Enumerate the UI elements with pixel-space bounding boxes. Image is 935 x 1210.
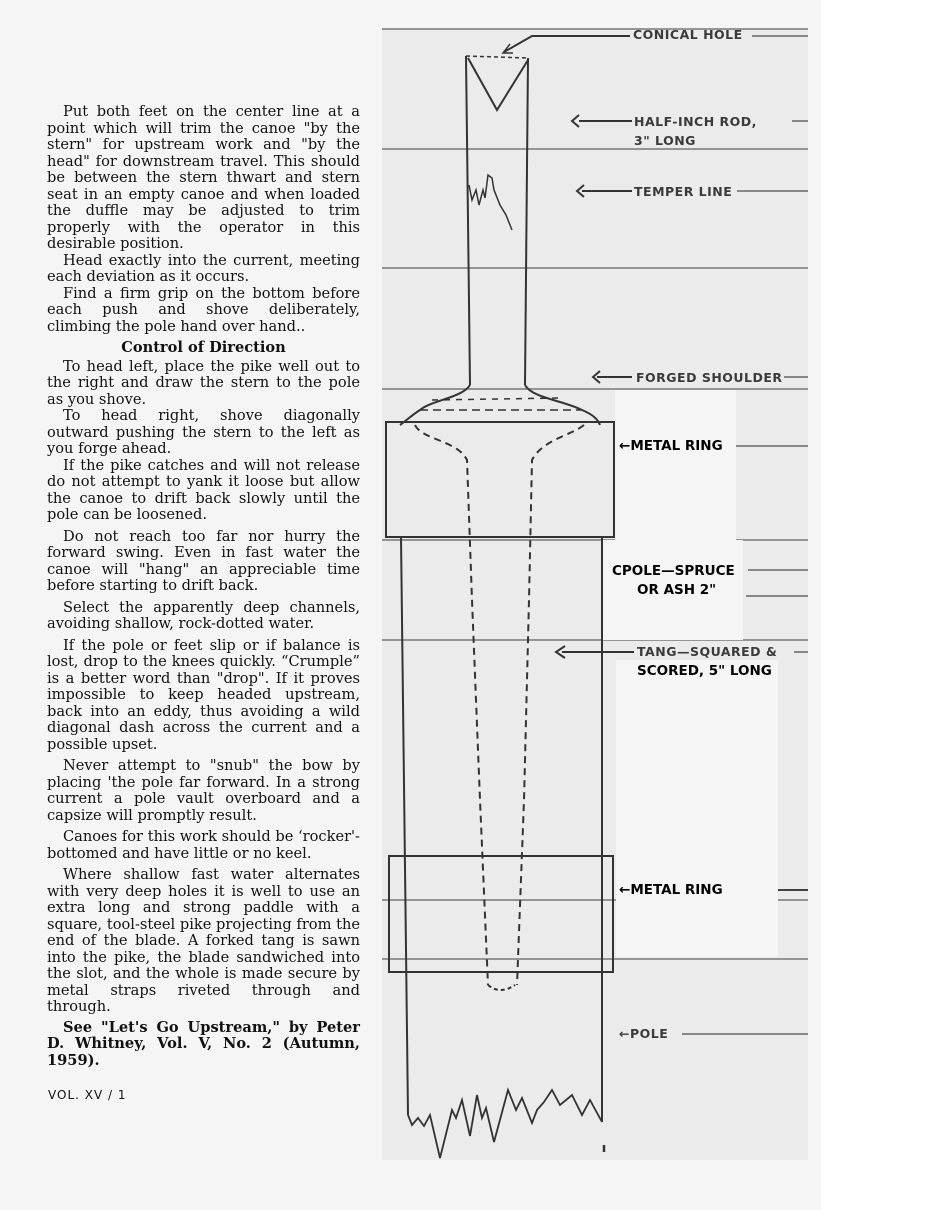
paragraph: If the pike catches and will not release do not attempt to yank it loose but allow the canoe to drift back slowly until the pole can be loosened. [47,456,360,523]
reference-note: See "Let's Go Upstream," by Peter D. Whitney, Vol. V, No. 2 (Autumn, 1959). [47,1018,360,1069]
paragraph: If the pole or feet slip or if balance is lost, drop to the knees quickly. “Crumple” is a better word than "drop". If it proves impossible to keep headed upstream, back into an eddy, thus avoiding a wild diagonal dash across the current and a possible upset. [47,636,360,753]
label-patch [616,660,778,957]
label-half-inch-rod: HALF-INCH ROD, [634,114,757,129]
label-metal-ring-bottom: ←METAL RING [619,882,723,898]
paragraph: To head left, place the pike well out to the right and draw the stern to the pole as you shove. [47,357,360,408]
paragraph: Put both feet on the center line at a point which will trim the canoe "by the stern" for upstream work and "by the head" for downstream travel. This should be between the stern thwart and stern seat in an empty canoe and when loaded the duffle may be adjusted to trim properly with the operator in this desirable position. [47,103,360,252]
arrow-left-icon: ← [619,438,631,454]
label-rod-length: 3" LONG [634,133,696,148]
label-tang-detail: SCORED, 5" LONG [637,663,772,679]
label-pole-wood: CPOLE—SPRUCE [612,563,735,579]
paragraph: Select the apparently deep channels, avoiding shallow, rock-dotted water. [47,598,360,632]
section-heading: Control of Direction [121,339,286,356]
paragraph: Canoes for this work should be ‘rocker'-bottomed and have little or no keel. [47,828,360,862]
paragraph: To head right, shove diagonally outward pushing the stern to the left as you forge ahead. [47,407,360,457]
pole-diagram [382,0,821,1170]
arrow-left-icon: ← [619,882,631,898]
label-tang: TANG—SQUARED & [637,644,778,659]
paragraph: Where shallow fast water alternates with very deep holes it is well to use an extra long and strong paddle with a square, tool-steel pike projecting from the end of the blade. A forked tang is sawn into the pike, the blade sandwiched into the slot, and the whole is made secure by metal straps riveted through and through. [47,866,360,1015]
paragraph: Never attempt to "snub" the bow by placing 'the pole far forward. In a strong current a pole vault overboard and a capsize will promptly result. [47,757,360,824]
label-patch [615,390,736,540]
label-pole-wood-size: OR ASH 2" [637,582,717,598]
article-column [47,104,360,1069]
paragraph: Find a firm grip on the bottom before each push and shove deliberately, climbing the pole hand over hand.. [47,284,360,335]
page-folio: VOL. XV / 1 [48,1088,127,1102]
paragraph: Do not reach too far nor hurry the forward swing. Even in fast water the canoe will "hang" an appreciable time before starting to drift back. [47,527,360,594]
label-metal-ring-top: ←METAL RING [619,438,723,454]
label-pole: ←POLE [619,1026,669,1041]
arrow-left-icon: ← [619,1026,630,1041]
label-temper-line: TEMPER LINE [634,184,733,199]
label-conical-hole: CONICAL HOLE [633,27,743,42]
paragraph: Head exactly into the current, meeting each deviation as it occurs. [47,251,360,285]
label-forged-shoulder: FORGED SHOULDER [636,370,783,385]
